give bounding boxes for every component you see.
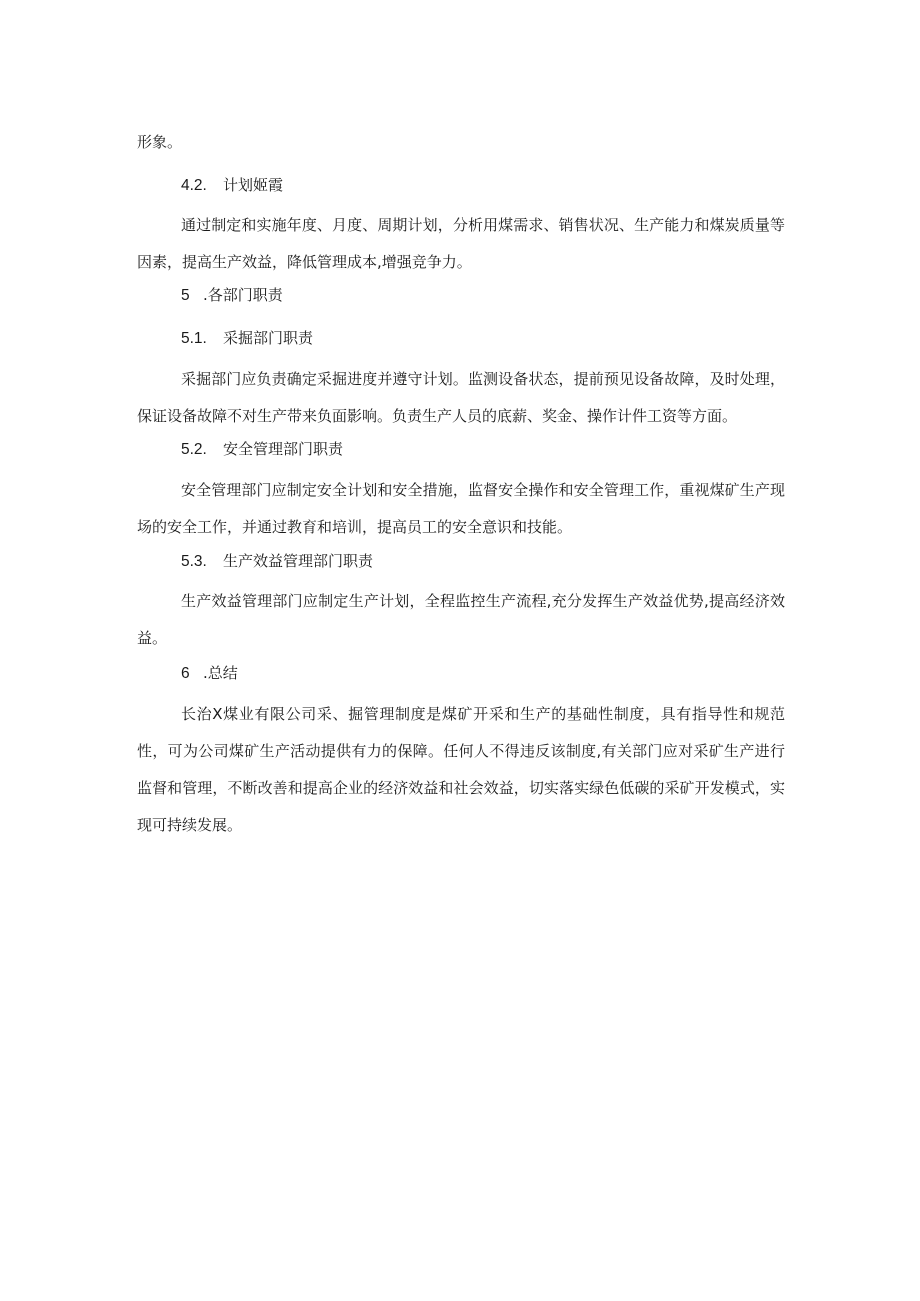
heading-title: 生产效益管理部门职责 bbox=[223, 552, 374, 570]
heading-5-3 bbox=[181, 551, 373, 572]
heading-5-2 bbox=[181, 439, 343, 460]
paragraph-5-1: 采掘部门应负责确定采掘进度并遵守计划。监测设备状态，提前预见设备故障，及时处理，保证设备故障不对生产带来负面影响。负责生产人员的底薪、奖金、操作计件工资等方面。 bbox=[137, 370, 785, 425]
heading-number: 4.2. bbox=[181, 177, 207, 194]
carry-over-line: 形象。 bbox=[137, 133, 183, 151]
heading-number: 5.1. bbox=[181, 330, 207, 347]
heading-number: 5 bbox=[181, 287, 190, 304]
paragraph-4-2: 通过制定和实施年度、月度、周期计划，分析用煤需求、销售状况、生产能力和煤炭质量等因素，提高生产效益，降低管理成本,增强竞争力。 bbox=[137, 216, 785, 271]
heading-title: .各部门职责 bbox=[203, 286, 283, 304]
heading-number: 6 bbox=[181, 665, 190, 682]
paragraph-5-2: 安全管理部门应制定安全计划和安全措施，监督安全操作和安全管理工作，重视煤矿生产现场的安全工作，并通过教育和培训，提高员工的安全意识和技能。 bbox=[137, 481, 785, 536]
heading-5-1 bbox=[181, 328, 313, 349]
heading-5 bbox=[181, 285, 283, 306]
heading-4-2 bbox=[181, 175, 283, 196]
heading-title: 采掘部门职责 bbox=[223, 329, 314, 347]
heading-title: 计划姬霞 bbox=[223, 176, 284, 194]
heading-number: 5.3. bbox=[181, 553, 207, 570]
heading-6 bbox=[181, 663, 238, 684]
heading-number: 5.2. bbox=[181, 441, 207, 458]
heading-title: 安全管理部门职责 bbox=[223, 440, 344, 458]
heading-title: .总结 bbox=[203, 664, 238, 682]
paragraph-5-3: 生产效益管理部门应制定生产计划，全程监控生产流程,充分发挥生产效益优势,提高经济效益。 bbox=[137, 592, 785, 647]
paragraph-6: 长治X煤业有限公司采、掘管理制度是煤矿开采和生产的基础性制度，具有指导性和规范性，可为公司煤矿生产活动提供有力的保障。任何人不得违反该制度,有关部门应对采矿生产进行监督和管理，不断改善和提高企业的经济效益和社会效益，切实落实绿色低碳的采矿开发模式，实现可持续发展。 bbox=[137, 705, 785, 834]
